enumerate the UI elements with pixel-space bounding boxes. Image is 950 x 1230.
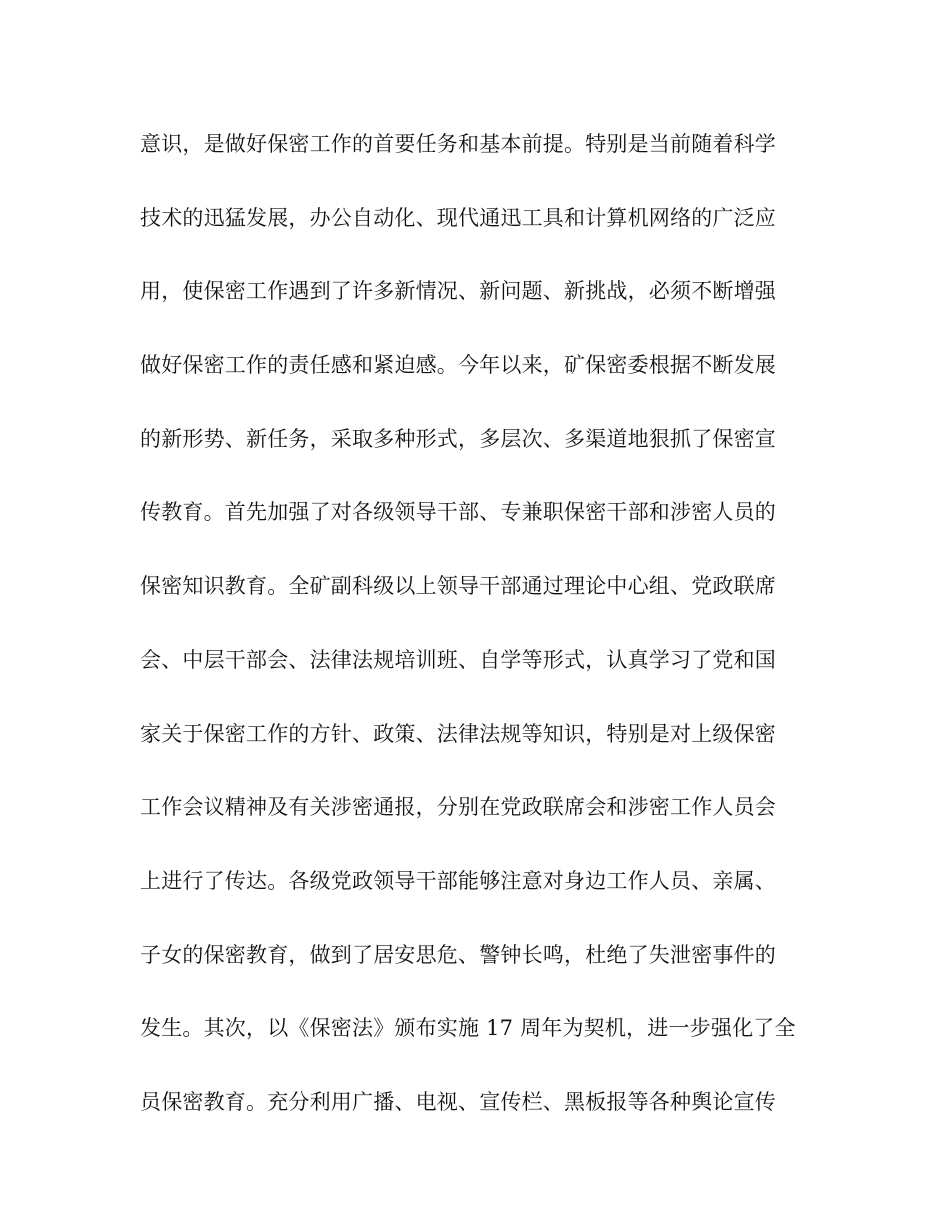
text-line: 保密知识教育。全矿副科级以上领导干部通过理论中心组、党政联席 [140, 574, 776, 599]
text-line: 上进行了传达。各级党政领导干部能够注意对身边工作人员、亲属、 [140, 868, 776, 893]
body-text [140, 124, 820, 1156]
text-line: 的新形势、新任务，采取多种形式，多层次、多渠道地狠抓了保密宣 [140, 426, 776, 451]
text-line: 会、中层干部会、法律法规培训班、自学等形式，认真学习了党和国 [140, 647, 776, 672]
text-line: 意识，是做好保密工作的首要任务和基本前提。特别是当前随着科学 [140, 132, 776, 156]
text-line: 用，使保密工作遇到了许多新情况、新问题、新挑战，必须不断增强 [140, 279, 776, 304]
text-line: 传教育。首先加强了对各级领导干部、专兼职保密干部和涉密人员的 [140, 500, 776, 525]
text-line: 家关于保密工作的方针、政策、法律法规等知识，特别是对上级保密 [140, 721, 776, 746]
text-line: 员保密教育。充分利用广播、电视、宣传栏、黑板报等各种舆论宣传 [140, 1089, 776, 1114]
text-line: 工作会议精神及有关涉密通报，分别在党政联席会和涉密工作人员会 [140, 795, 776, 820]
text-line: 子女的保密教育，做到了居安思危、警钟长鸣，杜绝了失泄密事件的 [140, 942, 776, 967]
text-line: 技术的迅猛发展，办公自动化、现代通迅工具和计算机网络的广泛应 [140, 205, 776, 230]
text-line: 发生。其次，以《保密法》颁布实施 17 周年为契机，进一步强化了全 [140, 1016, 796, 1041]
text-line: 做好保密工作的责任感和紧迫感。今年以来，矿保密委根据不断发展 [140, 353, 776, 378]
